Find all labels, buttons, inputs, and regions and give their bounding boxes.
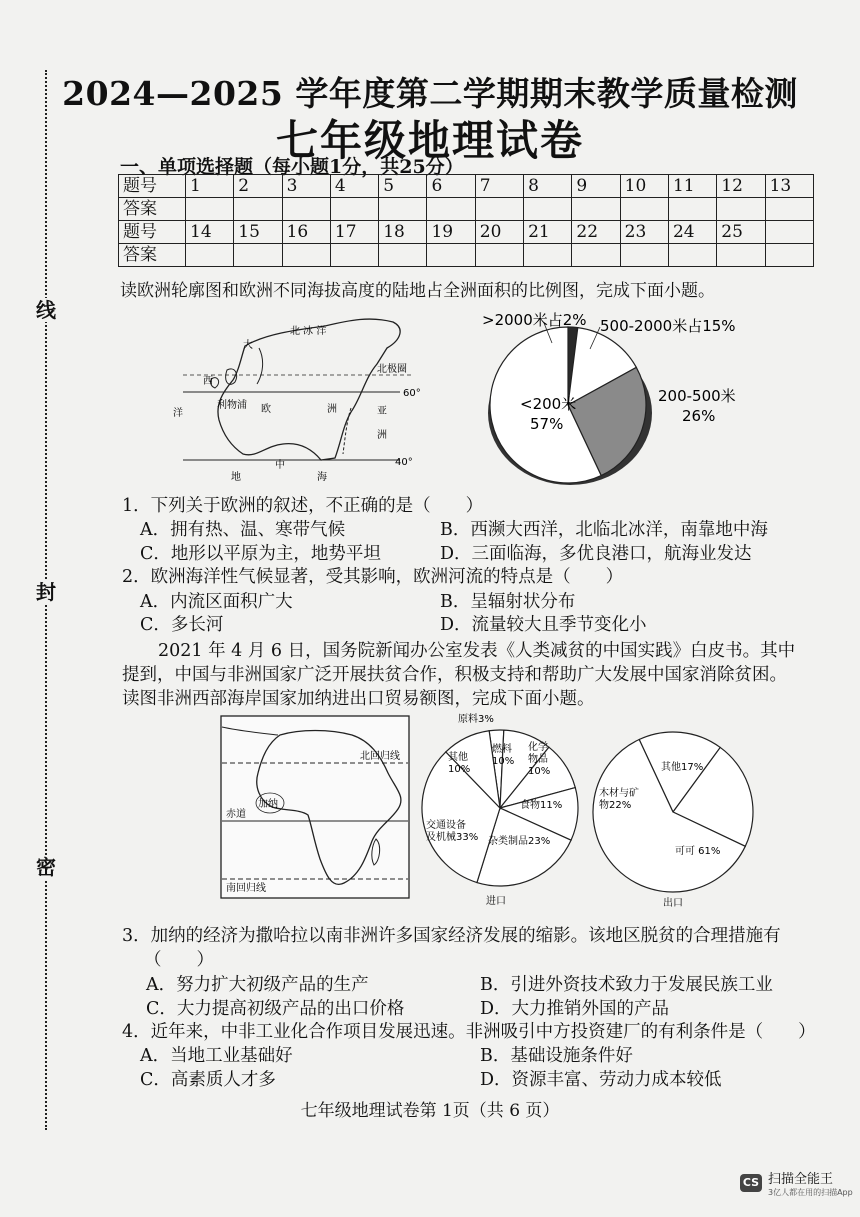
answer-cell[interactable]: [572, 198, 620, 221]
import-label-other-b: 10%: [448, 764, 471, 775]
qnum-cell: 1: [186, 175, 234, 198]
pie-label-500-2000: 500-2000米占15%: [600, 317, 736, 335]
answer-cell[interactable]: [282, 244, 330, 267]
binding-mark-secret: 密: [33, 855, 59, 879]
binding-mark-line: 线: [33, 298, 59, 322]
answer-cell[interactable]: [330, 244, 378, 267]
answer-cell[interactable]: [379, 198, 427, 221]
map-label-arctic-ocean: 北 冰 洋: [290, 326, 327, 337]
q4-option-a[interactable]: A．当地工业基础好: [140, 1046, 293, 1066]
q2-option-a[interactable]: A．内流区面积广大: [140, 592, 293, 612]
europe-outline-map: [165, 308, 430, 488]
qnum-cell: 7: [475, 175, 523, 198]
import-label-misc: 杂类制品23%: [488, 836, 551, 847]
qnum-cell: 23: [620, 221, 668, 244]
import-label-chem-b: 物品: [528, 754, 548, 765]
answer-cell[interactable]: [234, 244, 282, 267]
qnum-cell: 24: [668, 221, 716, 244]
import-label-fuel-b: 10%: [492, 756, 515, 767]
q4-option-b[interactable]: B．基础设施条件好: [480, 1046, 633, 1066]
row-label: 题号: [119, 221, 186, 244]
scanner-app-name: 扫描全能王: [768, 1172, 834, 1187]
q4-option-c[interactable]: C．高素质人才多: [140, 1070, 276, 1090]
question-number-row-2: [119, 221, 814, 244]
answer-cell[interactable]: [282, 198, 330, 221]
qnum-cell: 4: [330, 175, 378, 198]
import-label-other-a: 其他: [448, 752, 468, 763]
question-number-row-1: [119, 175, 814, 198]
qnum-cell: 21: [524, 221, 572, 244]
import-label-food: 食物11%: [520, 800, 563, 811]
pie-label-200-500-b: 26%: [682, 407, 716, 425]
q1-option-a[interactable]: A．拥有热、温、寒带气候: [140, 520, 346, 540]
map-label-asia-1: 亚: [377, 406, 387, 417]
qnum-cell: 6: [427, 175, 475, 198]
answer-cell[interactable]: [427, 244, 475, 267]
import-label-fuel-a: 燃料: [492, 744, 512, 755]
answer-cell[interactable]: [186, 244, 234, 267]
map-label-arctic-circle: 北极圈: [377, 364, 407, 375]
africa-intro-line3: 读图非洲西部海岸国家加纳进出口贸易额图，完成下面小题。: [122, 689, 595, 709]
answer-cell[interactable]: [572, 244, 620, 267]
answer-cell[interactable]: [234, 198, 282, 221]
qnum-cell: 8: [524, 175, 572, 198]
pie-label-under200-b: 57%: [530, 415, 564, 433]
qnum-cell: 20: [475, 221, 523, 244]
map-label-europe-1: 欧: [261, 404, 271, 415]
q1-option-d[interactable]: D．三面临海，多优良港口，航海业发达: [440, 544, 752, 564]
pie-label-over2000: >2000米占2%: [482, 311, 587, 329]
q3-paren: （ ）: [144, 950, 214, 970]
answer-cell[interactable]: [717, 198, 765, 221]
import-label-raw: 原料3%: [458, 714, 494, 725]
answer-cell[interactable]: [620, 244, 668, 267]
answer-cell[interactable]: [524, 244, 572, 267]
q3-option-a[interactable]: A．努力扩大初级产品的生产: [146, 975, 369, 995]
scanner-watermark: [740, 1168, 853, 1198]
q2-option-c[interactable]: C．多长河: [140, 615, 224, 635]
pie-label-under200-a: <200米: [520, 395, 577, 413]
answer-cell[interactable]: [379, 244, 427, 267]
map-label-med-3: 海: [317, 472, 327, 483]
map-label-tropic-capricorn: 南回归线: [226, 883, 266, 894]
qnum-cell: 18: [379, 221, 427, 244]
map-label-tropic-cancer: 北回归线: [360, 751, 400, 762]
qnum-cell: 25: [717, 221, 765, 244]
map-label-liverpool: 利物浦: [217, 400, 247, 411]
scanner-logo-icon: CS: [740, 1174, 762, 1192]
answer-cell[interactable]: [717, 244, 765, 267]
qnum-cell: 2: [234, 175, 282, 198]
import-label-chem-c: 10%: [528, 766, 551, 777]
answer-cell[interactable]: [765, 198, 813, 221]
qnum-cell: 3: [282, 175, 330, 198]
exam-title-line2: 七年级地理试卷: [275, 116, 584, 165]
page-footer: 七年级地理试卷第 1页（共 6 页）: [300, 1101, 560, 1121]
export-label-wood-a: 木材与矿: [599, 788, 639, 799]
import-label-transport-b: 及机械33%: [426, 832, 479, 843]
answer-cell[interactable]: [524, 198, 572, 221]
row-label: 答案: [119, 198, 186, 221]
qnum-cell: 15: [234, 221, 282, 244]
map-label-europe-2: 洲: [327, 404, 337, 415]
row-label: 答案: [119, 244, 186, 267]
answer-row-1: [119, 198, 814, 221]
q1-option-b[interactable]: B．西濒大西洋，北临北冰洋，南靠地中海: [440, 520, 768, 540]
map-label-atlantic-3: 洋: [173, 408, 183, 419]
qnum-cell: 16: [282, 221, 330, 244]
answer-cell[interactable]: [668, 198, 716, 221]
qnum-cell: 10: [620, 175, 668, 198]
q2-stem: 2．欧洲海洋性气候显著，受其影响，欧洲河流的特点是（ ）: [122, 567, 624, 587]
export-label-wood-b: 物22%: [599, 800, 632, 811]
q2-option-b[interactable]: B．呈辐射状分布: [440, 592, 576, 612]
section1-heading: 一、单项选择题（每小题1分，共25分）: [120, 156, 464, 178]
q1-option-c[interactable]: C．地形以平原为主，地势平坦: [140, 544, 381, 564]
q2-option-d[interactable]: D．流量较大且季节变化小: [440, 615, 647, 635]
import-caption: 进口: [486, 896, 506, 907]
import-label-chem-a: 化学: [528, 742, 548, 753]
qnum-cell: 22: [572, 221, 620, 244]
ghana-export-pie: [585, 720, 760, 910]
qnum-cell: [765, 221, 813, 244]
qnum-cell: 12: [717, 175, 765, 198]
q3-stem: 3．加纳的经济为撒哈拉以南非洲许多国家经济发展的缩影。该地区脱贫的合理措施有: [122, 926, 781, 946]
import-label-transport-a: 交通设备: [426, 820, 466, 831]
q3-option-c[interactable]: C．大力提高初级产品的出口价格: [146, 999, 405, 1019]
answer-cell[interactable]: [620, 198, 668, 221]
answer-cell[interactable]: [186, 198, 234, 221]
binding-mark-seal: 封: [33, 580, 59, 604]
answer-cell[interactable]: [765, 244, 813, 267]
map-label-equator: 赤道: [226, 809, 246, 820]
map-label-lat60: 60°: [403, 388, 421, 399]
answer-cell[interactable]: [668, 244, 716, 267]
ghana-import-pie: [410, 708, 585, 908]
map-label-lat40: 40°: [395, 457, 413, 468]
elevation-pie-chart: [460, 305, 780, 490]
q3-option-d[interactable]: D．大力推销外国的产品: [480, 999, 670, 1019]
qnum-cell: 11: [668, 175, 716, 198]
export-label-other: 其他17%: [661, 762, 704, 773]
map-label-atlantic-1: 大: [243, 340, 253, 351]
export-caption: 出口: [663, 898, 683, 909]
africa-intro-line2: 提到，中国与非洲国家广泛开展扶贫合作，积极支持和帮助广大发展中国家消除贫困。: [122, 665, 787, 685]
africa-map: [220, 715, 410, 900]
row-label: 题号: [119, 175, 186, 198]
answer-cell[interactable]: [427, 198, 475, 221]
qnum-cell: 9: [572, 175, 620, 198]
q3-option-b[interactable]: B．引进外资技术致力于发展民族工业: [480, 975, 773, 995]
scanner-tagline: 3亿人都在用的扫描App: [768, 1188, 853, 1197]
map-label-med-1: 地: [231, 472, 241, 483]
answer-grid: [118, 174, 814, 267]
q4-stem: 4．近年来，中非工业化合作项目发展迅速。非洲吸引中方投资建厂的有利条件是（ ）: [122, 1022, 816, 1042]
qnum-cell: 19: [427, 221, 475, 244]
map-label-ghana: 加纳: [258, 799, 278, 810]
europe-intro: 读欧洲轮廓图和欧洲不同海拔高度的陆地占全洲面积的比例图，完成下面小题。: [120, 281, 715, 301]
qnum-cell: 13: [765, 175, 813, 198]
qnum-cell: 5: [379, 175, 427, 198]
answer-cell[interactable]: [330, 198, 378, 221]
qnum-cell: 14: [186, 221, 234, 244]
pie-label-200-500-a: 200-500米: [658, 387, 736, 405]
africa-intro-line1: 2021 年 4 月 6 日，国务院新闻办公室发表《人类减贫的中国实践》白皮书。其中: [158, 641, 796, 661]
answer-row-2: [119, 244, 814, 267]
q1-stem: 1．下列关于欧洲的叙述，不正确的是（ ）: [122, 496, 484, 516]
map-label-atlantic-2: 西: [203, 376, 213, 387]
answer-cell[interactable]: [475, 198, 523, 221]
answer-cell[interactable]: [475, 244, 523, 267]
exam-title-line1: 2024—2025 学年度第二学期期末教学质量检测: [62, 74, 798, 113]
q4-option-d[interactable]: D．资源丰富、劳动力成本较低: [480, 1070, 722, 1090]
export-label-cocoa: 可可 61%: [675, 846, 721, 857]
map-label-asia-2: 洲: [377, 430, 387, 441]
qnum-cell: 17: [330, 221, 378, 244]
map-label-med-2: 中: [275, 460, 285, 471]
